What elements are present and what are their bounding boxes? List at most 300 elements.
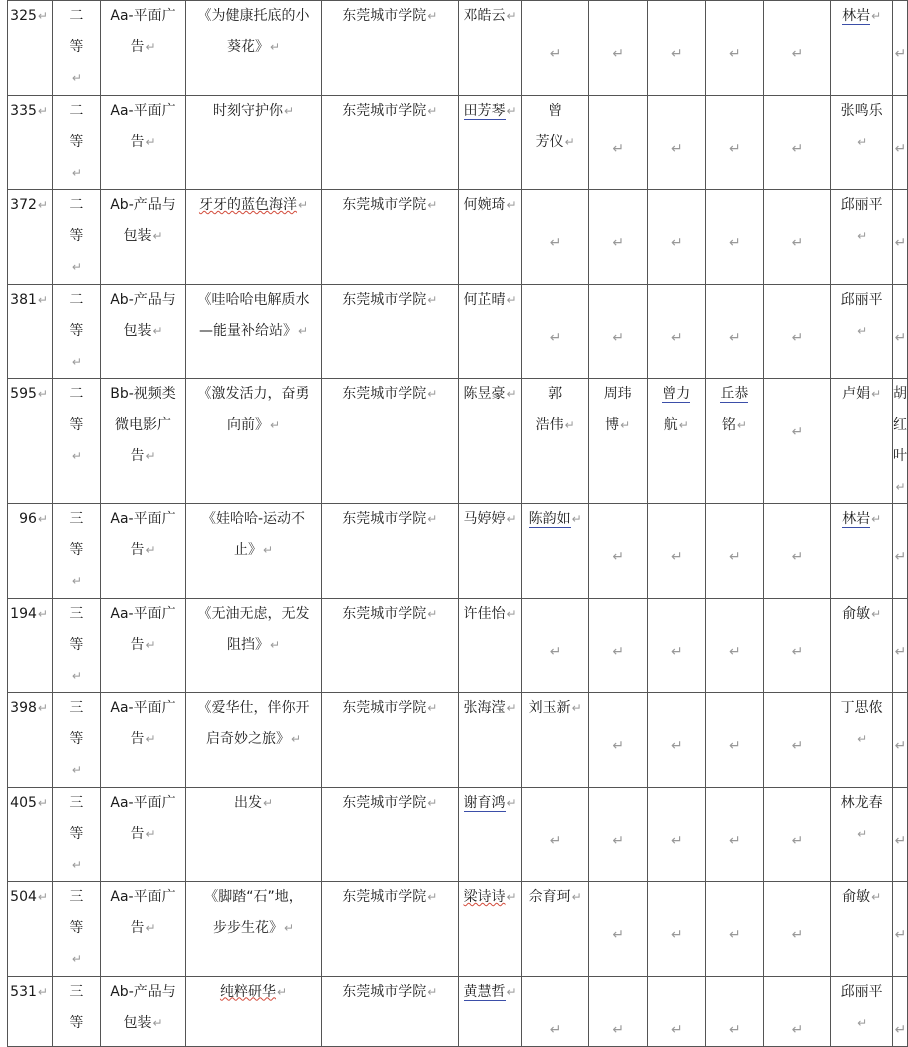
paragraph-mark-icon: ↵ <box>564 418 575 432</box>
table-row <box>8 504 908 599</box>
paragraph-mark-icon: ↵ <box>612 832 625 849</box>
title-line: 《娃哈哈-运动不 <box>201 511 306 527</box>
paragraph-mark-icon: ↵ <box>145 732 156 746</box>
member-cell <box>706 284 764 379</box>
category-line: 包装 <box>123 228 152 244</box>
paragraph-mark-icon: ↵ <box>427 198 438 212</box>
paragraph-mark-icon: ↵ <box>857 229 868 243</box>
paragraph-mark-icon: ↵ <box>678 418 689 432</box>
member-name-line: 博 <box>605 417 620 433</box>
category-line: 告 <box>130 636 145 653</box>
advisor-name: 俞敏 <box>842 605 871 622</box>
paragraph-mark-icon: ↵ <box>670 643 683 660</box>
category-cell <box>100 787 186 882</box>
leader-name: 陈昱豪 <box>463 386 506 402</box>
paragraph-mark-icon: ↵ <box>729 235 741 251</box>
category-line: 告 <box>130 731 145 747</box>
table-row <box>8 190 908 285</box>
member-cell <box>588 976 647 1046</box>
member-cell <box>763 1 831 96</box>
school-name: 东莞城市学院 <box>342 291 427 308</box>
member-cell <box>522 787 589 882</box>
paragraph-mark-icon: ↵ <box>894 738 907 754</box>
advisor-name: 林岩 <box>842 8 871 24</box>
member-cell <box>588 95 647 190</box>
award-char: 二 <box>69 386 84 402</box>
paragraph-mark-icon: ↵ <box>791 424 804 440</box>
member-name-line: 郭 <box>548 386 563 402</box>
title-line: 止》 <box>233 542 262 558</box>
paragraph-mark-icon: ↵ <box>612 927 625 943</box>
title-line: 牙牙的蓝色海洋 <box>198 197 297 213</box>
table-row <box>8 379 908 504</box>
entry-id-cell <box>8 284 53 379</box>
award-char <box>57 566 96 597</box>
paragraph-mark-icon: ↵ <box>269 418 281 432</box>
school-cell <box>321 504 458 599</box>
paragraph-mark-icon: ↵ <box>791 140 804 157</box>
award-char: 二 <box>69 102 84 119</box>
paragraph-mark-icon: ↵ <box>729 329 741 346</box>
award-char: 等 <box>69 133 84 150</box>
leader-cell <box>458 787 522 882</box>
advisor-cell <box>831 693 893 788</box>
leader-cell <box>458 882 522 977</box>
advisor-name: 张鸣乐 <box>840 102 883 119</box>
category-line: Aa-平面广 <box>110 700 176 716</box>
paragraph-mark-icon: ↵ <box>791 1021 804 1038</box>
member-cell <box>763 504 831 599</box>
title-line: 阻挡》 <box>226 636 269 653</box>
paragraph-mark-icon: ↵ <box>791 832 804 849</box>
member-cell <box>522 284 589 379</box>
category-cell <box>100 882 186 977</box>
award-cell <box>52 95 100 190</box>
paragraph-mark-icon: ↵ <box>427 103 438 118</box>
school-cell <box>321 379 458 504</box>
member-name-line: 航 <box>663 417 678 433</box>
paragraph-mark-icon: ↵ <box>564 134 575 149</box>
paragraph-mark-icon: ↵ <box>791 643 804 660</box>
member-cell <box>706 95 764 190</box>
advisor2-cell <box>893 693 908 788</box>
paragraph-mark-icon: ↵ <box>262 795 274 810</box>
paragraph-mark-icon: ↵ <box>729 140 741 157</box>
paragraph-mark-icon: ↵ <box>152 229 163 243</box>
member-cell <box>522 379 589 504</box>
title-line: 步步生花》 <box>212 920 283 936</box>
member-name-line: 曾力 <box>662 386 691 402</box>
award-char: 二 <box>69 197 84 213</box>
title-cell <box>186 787 322 882</box>
school-cell <box>321 976 458 1046</box>
paragraph-mark-icon: ↵ <box>729 832 741 849</box>
member-name-line: 芳仪 <box>535 133 564 150</box>
advisor-cell <box>831 379 893 504</box>
paragraph-mark-icon: ↵ <box>71 574 82 588</box>
advisor2-cell <box>893 976 908 1046</box>
award-char: 二 <box>69 8 84 24</box>
paragraph-mark-icon: ↵ <box>71 165 82 180</box>
member-cell <box>706 976 764 1046</box>
entry-id: 504 <box>10 889 37 905</box>
paragraph-mark-icon: ↵ <box>145 40 156 54</box>
member-cell <box>588 284 647 379</box>
paragraph-mark-icon: ↵ <box>571 890 582 904</box>
school-name: 东莞城市学院 <box>342 197 427 213</box>
member-cell <box>647 787 706 882</box>
paragraph-mark-icon: ↵ <box>894 549 907 565</box>
entry-id-cell <box>8 976 53 1046</box>
paragraph-mark-icon: ↵ <box>145 826 156 841</box>
member-cell <box>588 598 647 693</box>
entry-id-cell <box>8 1 53 96</box>
entry-id: 531 <box>10 983 37 1000</box>
paragraph-mark-icon: ↵ <box>152 1015 163 1030</box>
paragraph-mark-icon: ↵ <box>857 134 868 149</box>
member-cell <box>706 1 764 96</box>
entry-id-cell <box>8 598 53 693</box>
title-cell <box>186 95 322 190</box>
member-cell <box>647 1 706 96</box>
paragraph-mark-icon: ↵ <box>506 606 517 621</box>
paragraph-mark-icon: ↵ <box>269 40 281 54</box>
category-line: 告 <box>130 39 145 55</box>
award-cell <box>52 190 100 285</box>
paragraph-mark-icon: ↵ <box>427 984 438 999</box>
title-line: 《无油无虑，无发 <box>197 605 310 622</box>
paragraph-mark-icon: ↵ <box>612 46 625 62</box>
member-cell <box>647 379 706 504</box>
title-line: 纯粹研华 <box>219 983 276 1000</box>
paragraph-mark-icon: ↵ <box>791 329 804 346</box>
entry-id: 194 <box>10 605 37 622</box>
member-cell <box>522 693 589 788</box>
paragraph-mark-icon: ↵ <box>670 832 683 849</box>
advisor2-name-line: 叶 <box>893 448 907 464</box>
category-line: 微电影广 <box>114 417 171 433</box>
table-row <box>8 976 908 1046</box>
advisor-name: 邱丽平 <box>840 197 883 213</box>
paragraph-mark-icon: ↵ <box>37 890 48 904</box>
paragraph-mark-icon: ↵ <box>894 1021 907 1038</box>
category-cell <box>100 379 186 504</box>
paragraph-mark-icon: ↵ <box>857 732 868 746</box>
paragraph-mark-icon: ↵ <box>670 140 683 157</box>
member-cell <box>763 95 831 190</box>
member-cell <box>522 190 589 285</box>
category-line: Ab-产品与 <box>110 197 176 213</box>
category-cell <box>100 95 186 190</box>
advisor2-cell <box>893 882 908 977</box>
paragraph-mark-icon: ↵ <box>612 1021 625 1038</box>
table-row <box>8 95 908 190</box>
member-name-line: 丘恭 <box>720 386 749 402</box>
paragraph-mark-icon: ↵ <box>71 857 82 872</box>
title-line: 时刻守护你 <box>212 102 283 119</box>
category-cell <box>100 284 186 379</box>
award-table <box>7 0 908 1047</box>
award-char: 三 <box>69 511 84 527</box>
paragraph-mark-icon: ↵ <box>670 1021 683 1038</box>
title-cell <box>186 598 322 693</box>
advisor2-cell <box>893 504 908 599</box>
award-cell <box>52 504 100 599</box>
title-cell <box>186 693 322 788</box>
table-row <box>8 693 908 788</box>
category-line: 告 <box>130 448 145 464</box>
school-name: 东莞城市学院 <box>342 700 427 716</box>
member-cell <box>706 693 764 788</box>
award-char: 等 <box>69 920 84 936</box>
leader-name: 何婉琦 <box>463 197 506 213</box>
paragraph-mark-icon: ↵ <box>71 668 82 683</box>
advisor2-cell <box>893 284 908 379</box>
paragraph-mark-icon: ↵ <box>37 9 48 23</box>
category-line: Aa-平面广 <box>110 8 176 24</box>
paragraph-mark-icon: ↵ <box>549 643 562 660</box>
advisor-name: 邱丽平 <box>840 291 883 308</box>
paragraph-mark-icon: ↵ <box>612 643 625 660</box>
paragraph-mark-icon: ↵ <box>894 329 907 346</box>
paragraph-mark-icon: ↵ <box>71 763 82 777</box>
paragraph-mark-icon: ↵ <box>37 606 48 621</box>
leader-name: 马婷婷 <box>463 511 506 527</box>
leader-name: 梁诗诗 <box>463 889 506 905</box>
paragraph-mark-icon: ↵ <box>670 927 683 943</box>
paragraph-mark-icon: ↵ <box>427 795 438 810</box>
entry-id: 96 <box>19 511 37 527</box>
advisor-name: 邱丽平 <box>840 983 883 1000</box>
award-cell <box>52 976 100 1046</box>
advisor-name: 卢娟 <box>842 386 871 402</box>
school-cell <box>321 693 458 788</box>
paragraph-mark-icon: ↵ <box>269 637 281 652</box>
award-char: 等 <box>69 731 84 747</box>
award-cell <box>52 598 100 693</box>
school-name: 东莞城市学院 <box>342 102 427 119</box>
paragraph-mark-icon: ↵ <box>37 292 48 307</box>
award-char: 三 <box>69 605 84 622</box>
paragraph-mark-icon: ↵ <box>297 323 309 338</box>
award-char: 等 <box>69 636 84 653</box>
table-row <box>8 598 908 693</box>
paragraph-mark-icon: ↵ <box>729 1021 741 1038</box>
member-cell <box>763 976 831 1046</box>
paragraph-mark-icon: ↵ <box>71 952 82 966</box>
paragraph-mark-icon: ↵ <box>571 701 582 715</box>
category-line: Aa-平面广 <box>110 889 176 905</box>
paragraph-mark-icon: ↵ <box>791 549 804 565</box>
paragraph-mark-icon: ↵ <box>427 890 438 904</box>
paragraph-mark-icon: ↵ <box>506 795 517 810</box>
title-line: 《为健康托底的小 <box>197 8 310 24</box>
title-line: 《哇哈哈电解质水 <box>197 291 310 308</box>
paragraph-mark-icon: ↵ <box>427 292 438 307</box>
paragraph-mark-icon: ↵ <box>729 738 741 754</box>
member-cell <box>763 190 831 285</box>
member-cell <box>706 787 764 882</box>
paragraph-mark-icon: ↵ <box>895 480 906 494</box>
advisor-cell <box>831 284 893 379</box>
leader-cell <box>458 1 522 96</box>
advisor-cell <box>831 882 893 977</box>
paragraph-mark-icon: ↵ <box>670 235 683 251</box>
title-cell <box>186 882 322 977</box>
advisor-cell <box>831 95 893 190</box>
category-line: 包装 <box>123 1014 152 1031</box>
award-char: 等 <box>69 39 84 55</box>
member-cell <box>763 284 831 379</box>
paragraph-mark-icon: ↵ <box>145 449 156 463</box>
member-cell <box>647 190 706 285</box>
award-cell <box>52 1 100 96</box>
member-cell <box>647 284 706 379</box>
advisor-name: 俞敏 <box>842 889 871 905</box>
paragraph-mark-icon: ↵ <box>670 46 683 62</box>
member-cell <box>588 882 647 977</box>
category-line: 告 <box>130 920 145 936</box>
category-cell <box>100 598 186 693</box>
member-cell <box>522 976 589 1046</box>
paragraph-mark-icon: ↵ <box>871 606 882 621</box>
paragraph-mark-icon: ↵ <box>506 984 517 999</box>
category-line: 告 <box>130 133 145 150</box>
advisor-cell <box>831 190 893 285</box>
paragraph-mark-icon: ↵ <box>729 46 741 62</box>
entry-id-cell <box>8 693 53 788</box>
category-line: Aa-平面广 <box>110 102 176 119</box>
award-char <box>57 850 96 881</box>
paragraph-mark-icon: ↵ <box>620 418 631 432</box>
award-char: 等 <box>69 417 84 433</box>
school-cell <box>321 787 458 882</box>
entry-id: 405 <box>10 794 37 811</box>
table-row <box>8 787 908 882</box>
award-char: 等 <box>69 322 84 339</box>
title-line: 出发 <box>233 794 262 811</box>
paragraph-mark-icon: ↵ <box>427 9 438 23</box>
member-name-line: 陈韵如 <box>528 511 571 527</box>
school-name: 东莞城市学院 <box>342 794 427 811</box>
category-line: 告 <box>130 542 145 558</box>
paragraph-mark-icon: ↵ <box>506 198 517 212</box>
award-char <box>57 252 96 283</box>
advisor-cell <box>831 504 893 599</box>
advisor2-name-line: 胡红 <box>893 386 907 433</box>
member-cell <box>522 504 589 599</box>
award-char <box>57 755 96 786</box>
advisor2-cell <box>893 190 908 285</box>
award-char: 等 <box>69 1014 84 1031</box>
entry-id-cell <box>8 379 53 504</box>
member-cell <box>588 693 647 788</box>
paragraph-mark-icon: ↵ <box>37 701 48 715</box>
award-char <box>57 63 96 94</box>
award-char: 三 <box>69 889 84 905</box>
paragraph-mark-icon: ↵ <box>670 738 683 754</box>
advisor-name: 林龙春 <box>840 794 883 811</box>
entry-id-cell <box>8 787 53 882</box>
advisor-cell <box>831 976 893 1046</box>
paragraph-mark-icon: ↵ <box>894 832 907 849</box>
award-char: 二 <box>69 291 84 308</box>
paragraph-mark-icon: ↵ <box>427 701 438 715</box>
paragraph-mark-icon: ↵ <box>262 543 274 557</box>
paragraph-mark-icon: ↵ <box>729 643 741 660</box>
paragraph-mark-icon: ↵ <box>791 46 804 62</box>
paragraph-mark-icon: ↵ <box>894 235 907 251</box>
leader-cell <box>458 504 522 599</box>
paragraph-mark-icon: ↵ <box>894 927 907 943</box>
paragraph-mark-icon: ↵ <box>71 71 82 85</box>
paragraph-mark-icon: ↵ <box>37 795 48 810</box>
paragraph-mark-icon: ↵ <box>857 1015 868 1030</box>
member-cell <box>647 598 706 693</box>
award-char: 三 <box>69 983 84 1000</box>
leader-cell <box>458 190 522 285</box>
school-cell <box>321 95 458 190</box>
leader-cell <box>458 284 522 379</box>
table-row <box>8 882 908 977</box>
paragraph-mark-icon: ↵ <box>871 512 882 526</box>
award-char: 等 <box>69 542 84 558</box>
leader-name: 张海滢 <box>463 700 506 716</box>
paragraph-mark-icon: ↵ <box>736 418 747 432</box>
title-cell <box>186 504 322 599</box>
leader-name: 许佳怡 <box>463 605 506 622</box>
advisor-name: 丁思侬 <box>840 700 883 716</box>
title-line: 启奇妙之旅》 <box>205 731 290 747</box>
category-cell <box>100 693 186 788</box>
table-row <box>8 1 908 96</box>
member-cell <box>706 598 764 693</box>
paragraph-mark-icon: ↵ <box>37 387 48 401</box>
paragraph-mark-icon: ↵ <box>37 984 48 999</box>
paragraph-mark-icon: ↵ <box>729 927 741 943</box>
member-cell <box>763 379 831 504</box>
paragraph-mark-icon: ↵ <box>612 329 625 346</box>
member-cell <box>588 787 647 882</box>
category-cell <box>100 504 186 599</box>
title-line: 《爱华仕，伴你开 <box>197 700 310 716</box>
school-name: 东莞城市学院 <box>342 889 427 905</box>
paragraph-mark-icon: ↵ <box>427 512 438 526</box>
award-char: 三 <box>69 794 84 811</box>
leader-name: 谢育鸿 <box>463 794 506 811</box>
member-name-line: 佘育珂 <box>528 889 571 905</box>
award-char: 等 <box>69 228 84 244</box>
member-cell <box>588 379 647 504</box>
school-name: 东莞城市学院 <box>342 386 427 402</box>
leader-cell <box>458 95 522 190</box>
paragraph-mark-icon: ↵ <box>71 354 82 369</box>
paragraph-mark-icon: ↵ <box>37 198 48 212</box>
table-body <box>8 1 908 1047</box>
school-cell <box>321 598 458 693</box>
paragraph-mark-icon: ↵ <box>427 387 438 401</box>
title-line: —能量补给站》 <box>198 322 297 339</box>
member-cell <box>763 598 831 693</box>
leader-cell <box>458 379 522 504</box>
category-cell <box>100 976 186 1046</box>
paragraph-mark-icon: ↵ <box>791 927 804 943</box>
award-cell <box>52 882 100 977</box>
member-cell <box>706 190 764 285</box>
paragraph-mark-icon: ↵ <box>670 329 683 346</box>
award-char: 等 <box>69 825 84 842</box>
school-name: 东莞城市学院 <box>342 511 427 527</box>
